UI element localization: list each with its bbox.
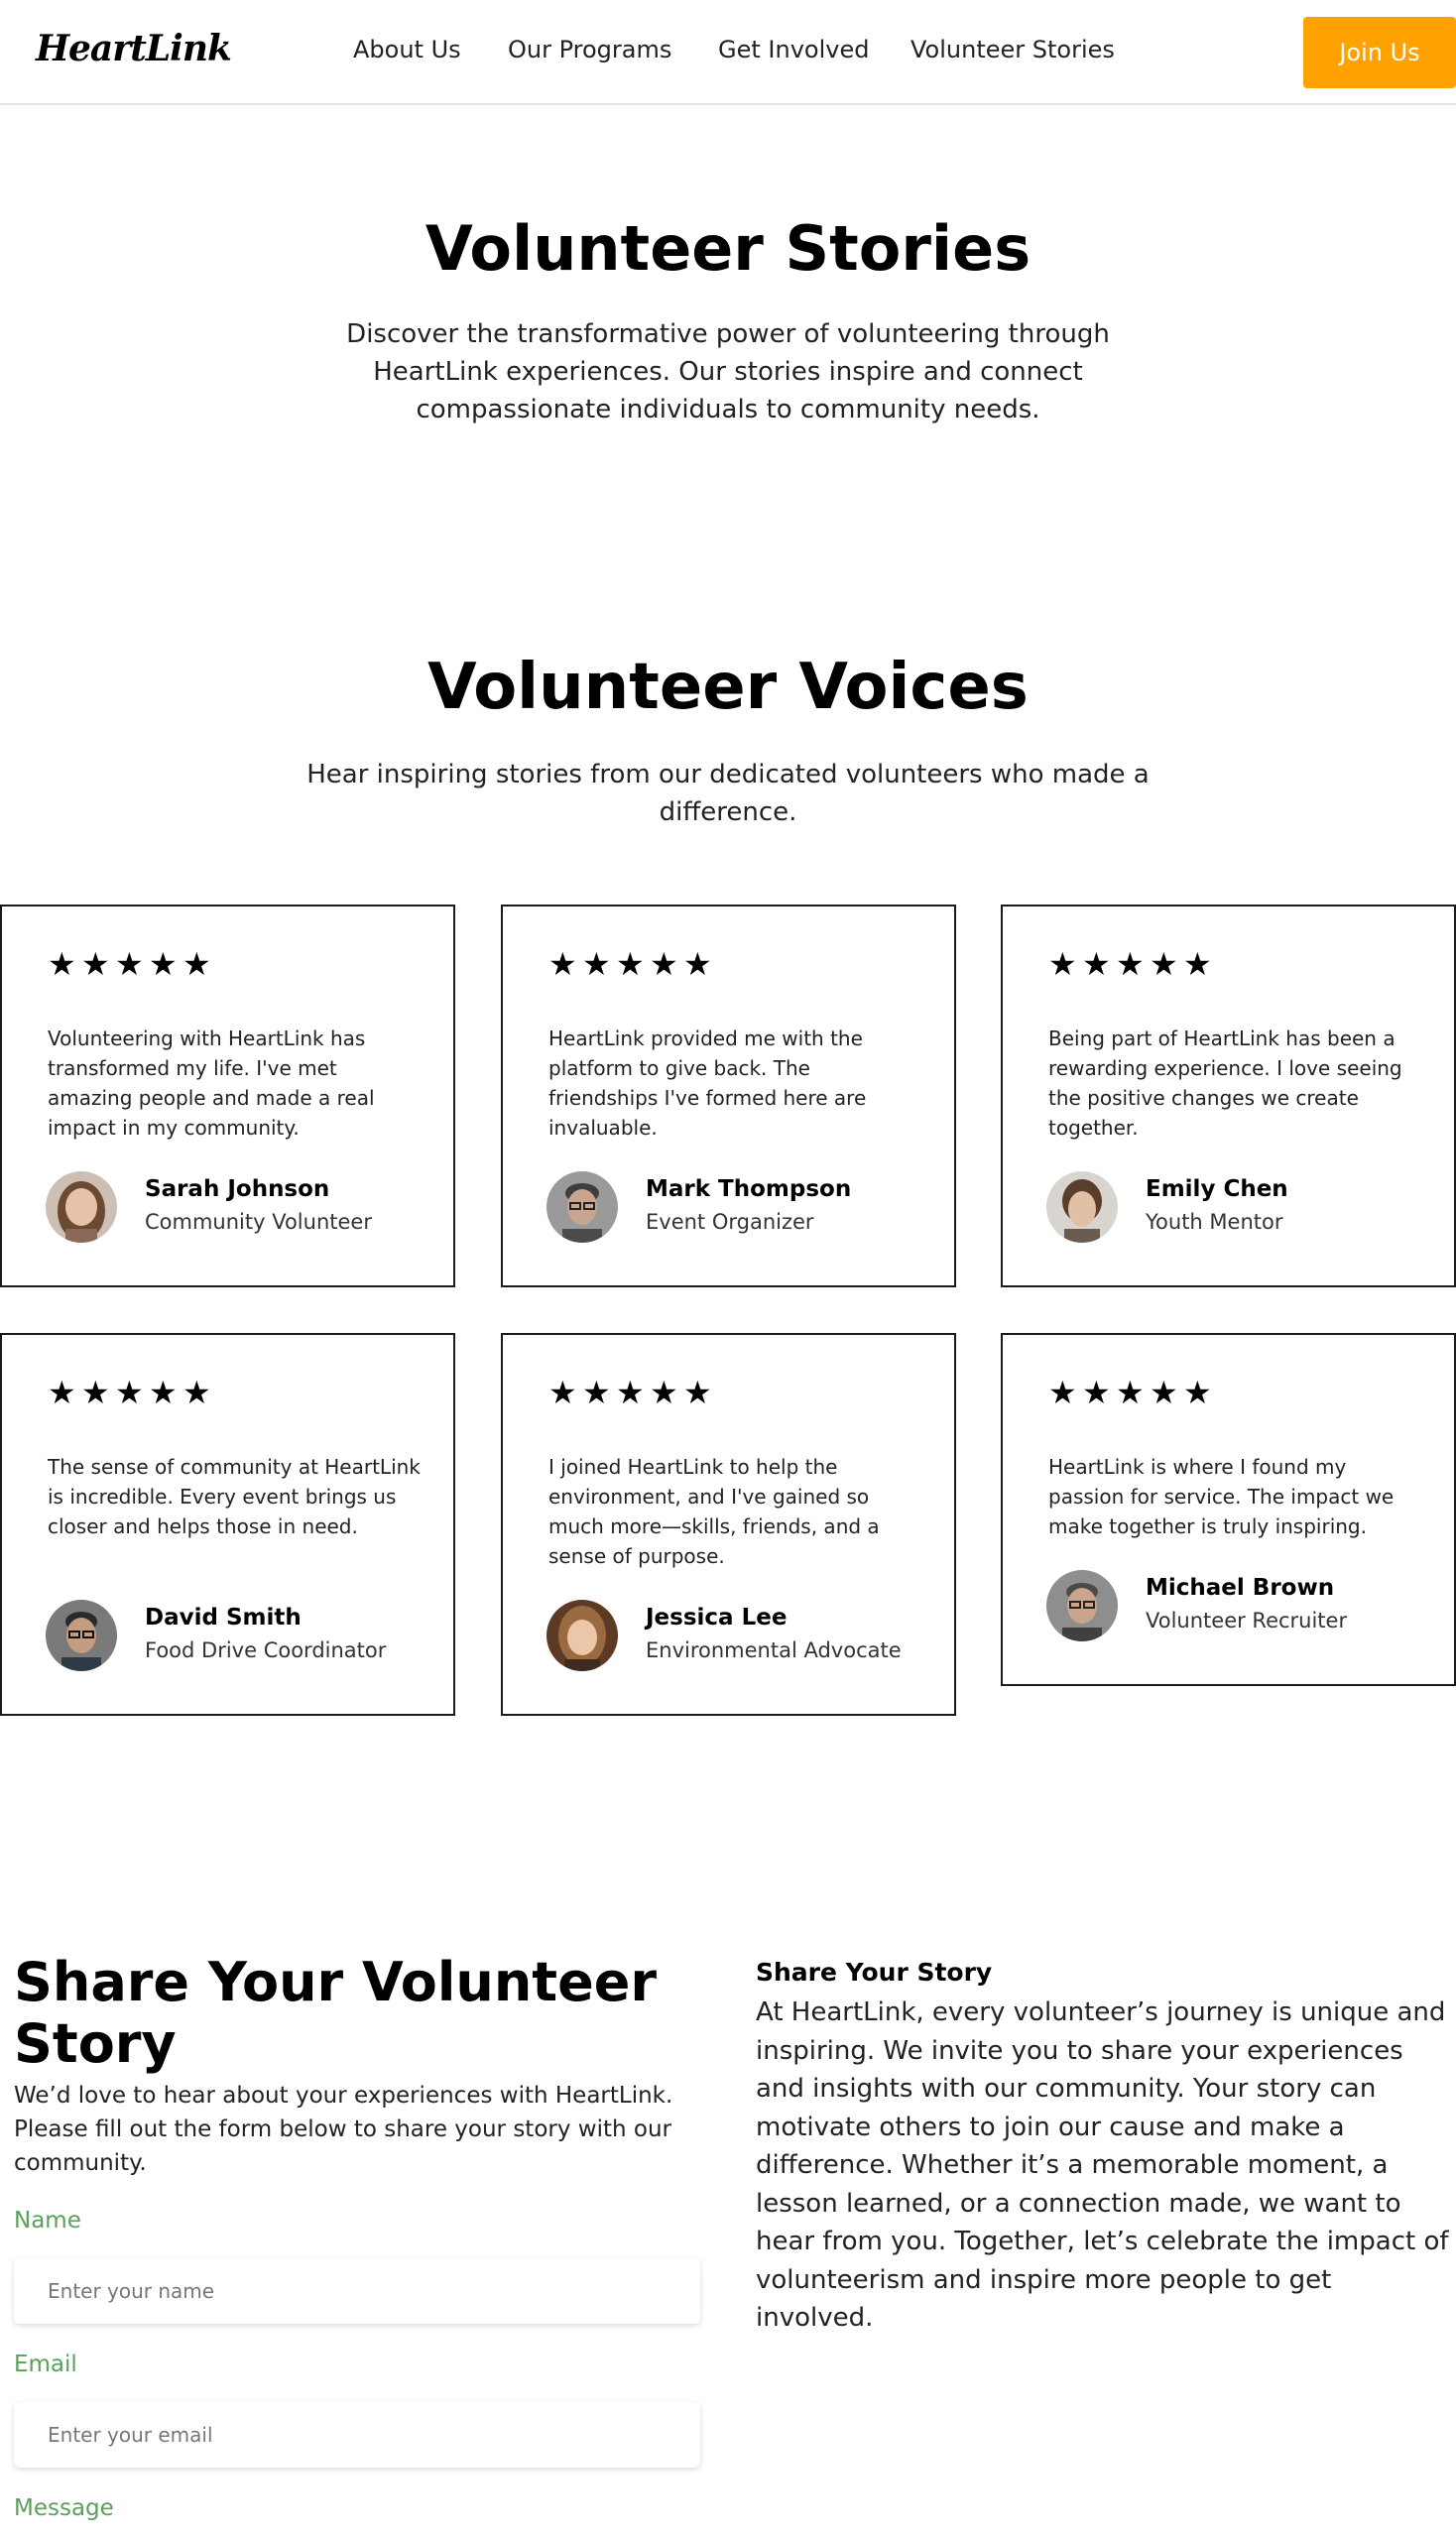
voices-section-title: Volunteer Voices — [427, 651, 1029, 724]
share-section-title: Share Your Volunteer Story — [14, 1951, 657, 2075]
testimonial-card — [0, 905, 455, 1287]
person-name: Emily Chen — [1146, 1176, 1288, 1202]
testimonial-card — [501, 905, 956, 1287]
star-icon: ★ — [115, 1374, 144, 1411]
star-icon: ★ — [1048, 1374, 1077, 1411]
avatar — [1046, 1171, 1118, 1243]
testimonial-quote: Volunteering with HeartLink has transformed my life. I've met amazing people and made a real impact in my community. — [48, 1027, 375, 1140]
star-icon: ★ — [1082, 945, 1111, 983]
nav-link-our-programs[interactable]: Our Programs — [508, 36, 672, 63]
star-icon: ★ — [582, 1374, 611, 1411]
share-section-intro: We’d love to hear about your experiences with HeartLink. Please fill out the form below to share your story with our community. — [14, 2083, 673, 2176]
name-input[interactable] — [14, 2258, 700, 2324]
nav-link-about-us[interactable]: About Us — [353, 36, 461, 63]
person-role: Community Volunteer — [145, 1210, 372, 1234]
star-rating — [1048, 945, 1212, 983]
heartlink-logo[interactable]: HeartLink — [36, 28, 231, 69]
star-icon: ★ — [1183, 945, 1212, 983]
star-icon: ★ — [1150, 945, 1178, 983]
star-icon: ★ — [582, 945, 611, 983]
name-field-label: Name — [14, 2208, 81, 2234]
avatar — [546, 1600, 618, 1671]
testimonial-quote: I joined HeartLink to help the environment, and I've gained so much more—skills, friends, and a sense of purpose. — [548, 1455, 880, 1568]
star-icon: ★ — [683, 945, 712, 983]
person-name: Jessica Lee — [646, 1605, 788, 1631]
nav-link-volunteer-stories[interactable]: Volunteer Stories — [910, 36, 1115, 63]
star-rating — [548, 1374, 712, 1411]
testimonial-card — [0, 1333, 455, 1716]
star-icon: ★ — [1116, 945, 1145, 983]
avatar — [1046, 1570, 1118, 1641]
voices-section-description: Hear inspiring stories from our dedicated volunteers who made a difference. — [306, 760, 1150, 827]
join-us-button[interactable]: Join Us — [1303, 17, 1456, 88]
testimonial-quote: HeartLink is where I found my passion for service. The impact we make together is truly inspiring. — [1048, 1455, 1395, 1538]
person-name: David Smith — [145, 1605, 302, 1631]
testimonial-card — [1001, 1333, 1456, 1686]
avatar — [546, 1171, 618, 1243]
star-icon: ★ — [1116, 1374, 1145, 1411]
person-role: Environmental Advocate — [646, 1638, 902, 1662]
star-icon: ★ — [616, 945, 645, 983]
star-icon: ★ — [683, 1374, 712, 1411]
star-rating — [1048, 1374, 1212, 1411]
person-name: Michael Brown — [1146, 1575, 1335, 1601]
star-icon: ★ — [115, 945, 144, 983]
star-icon: ★ — [1183, 1374, 1212, 1411]
star-rating — [548, 945, 712, 983]
message-field-label: Message — [14, 2495, 114, 2521]
person-role: Event Organizer — [646, 1210, 814, 1234]
star-icon: ★ — [182, 945, 211, 983]
star-icon: ★ — [1150, 1374, 1178, 1411]
star-icon: ★ — [650, 1374, 678, 1411]
share-side-text: At HeartLink, every volunteer’s journey is unique and inspiring. We invite you to share your experiences and insights with our community. Your story can motivate others to join our cause and make a difference. Whether it’s a memorable moment, a lesson learned, or a connection made, we want to hear from you. Together, let’s celebrate the impact of volunteerism and inspire more people to get involved. — [756, 1997, 1449, 2333]
star-icon: ★ — [182, 1374, 211, 1411]
star-icon: ★ — [650, 945, 678, 983]
email-input[interactable] — [14, 2402, 700, 2468]
star-icon: ★ — [548, 1374, 577, 1411]
star-icon: ★ — [616, 1374, 645, 1411]
star-icon: ★ — [149, 945, 178, 983]
testimonial-card — [1001, 905, 1456, 1287]
star-icon: ★ — [48, 945, 76, 983]
share-side-heading: Share Your Story — [756, 1958, 993, 1987]
person-role: Youth Mentor — [1146, 1210, 1283, 1234]
star-icon: ★ — [81, 1374, 110, 1411]
star-icon: ★ — [149, 1374, 178, 1411]
hero-description: Discover the transformative power of volunteering through HeartLink experiences. Our stories inspire and connect compassionate individuals to community needs. — [346, 319, 1110, 424]
testimonial-quote: HeartLink provided me with the platform to give back. The friendships I've formed here are invaluable. — [548, 1027, 867, 1140]
star-rating — [48, 945, 211, 983]
star-icon: ★ — [48, 1374, 76, 1411]
star-icon: ★ — [548, 945, 577, 983]
email-field-label: Email — [14, 2352, 77, 2377]
nav-link-get-involved[interactable]: Get Involved — [718, 36, 870, 63]
avatar — [46, 1171, 117, 1243]
person-role: Volunteer Recruiter — [1146, 1609, 1348, 1632]
person-name: Mark Thompson — [646, 1176, 852, 1202]
person-role: Food Drive Coordinator — [145, 1638, 387, 1662]
star-icon: ★ — [1048, 945, 1077, 983]
star-icon: ★ — [1082, 1374, 1111, 1411]
star-rating — [48, 1374, 211, 1411]
star-icon: ★ — [81, 945, 110, 983]
person-name: Sarah Johnson — [145, 1176, 330, 1202]
testimonial-quote: The sense of community at HeartLink is incredible. Every event brings us closer and helps those in need. — [48, 1455, 421, 1538]
testimonial-quote: Being part of HeartLink has been a rewarding experience. I love seeing the positive changes we create together. — [1048, 1027, 1402, 1140]
avatar — [46, 1600, 117, 1671]
top-navigation — [0, 0, 1456, 105]
nav-links — [0, 36, 1456, 71]
testimonial-card — [501, 1333, 956, 1716]
page-title: Volunteer Stories — [425, 212, 1031, 285]
